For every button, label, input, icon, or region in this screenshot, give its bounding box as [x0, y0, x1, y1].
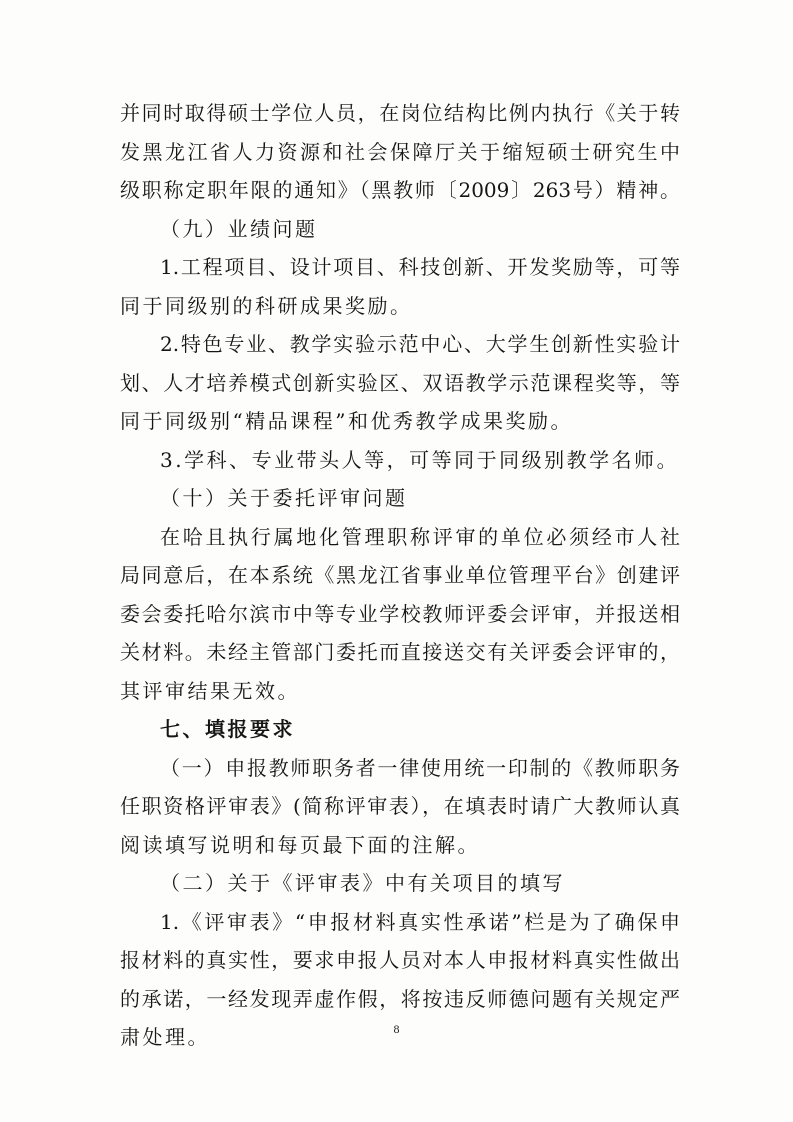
text-line: 在哈且执行属地化管理职称评审的单位必须经市人社: [160, 524, 680, 549]
text-line: 2.特色专业、教学实验示范中心、大学生创新性实验计: [160, 332, 680, 356]
text-line: 肃处理。: [120, 1025, 210, 1049]
text-line: 同于同级别的科研成果奖励。: [120, 293, 413, 318]
text-line: 1.工程项目、设计项目、科技创新、开发奖励等，可等: [160, 255, 680, 279]
text-line: 同于同级别“精品课程”和优秀教学成果奖励。: [120, 409, 573, 433]
text-line: 发黑龙江省人力资源和社会保障厅关于缩短硕士研究生中: [120, 139, 680, 164]
text-line: 1.《评审表》“申报材料真实性承诺”栏是为了确保申: [160, 909, 680, 934]
text-line: 3.学科、专业带头人等，可等同于同级别教学名师。: [160, 447, 680, 472]
section-heading-ten: （十）关于委托评审问题: [160, 486, 408, 510]
text-line: 任职资格评审表》(简称评审表），在填表时请广大教师认真: [120, 794, 680, 818]
section-heading-nine: （九）业绩问题: [160, 216, 318, 241]
text-line: 委会委托哈尔滨市中等专业学校教师评委会评审，并报送相: [120, 601, 680, 626]
text-line: （一）申报教师职务者一律使用统一印制的《教师职务: [160, 755, 680, 780]
section-heading-seven: 七、填报要求: [160, 717, 295, 741]
text-line: 关材料。未经主管部门委托而直接送交有关评委会评审的，: [120, 640, 680, 664]
body-text: [120, 94, 680, 1057]
text-line: 并同时取得硕士学位人员，在岗位结构比例内执行《关于转: [120, 101, 680, 125]
subsection-heading: （二）关于《评审表》中有关项目的填写: [160, 871, 565, 895]
text-line: 阅读填写说明和每页最下面的注解。: [120, 832, 480, 857]
text-line: 其评审结果无效。: [120, 678, 300, 703]
text-line: 级职称定职年限的通知》（黑教师〔2009〕263号）精神。: [120, 178, 680, 202]
text-line: 报材料的真实性，要求申报人员对本人申报材料真实性做出: [120, 948, 680, 972]
text-line: 局同意后，在本系统《黑龙江省事业单位管理平台》创建评: [120, 563, 680, 587]
text-line: 划、人才培养模式创新实验区、双语教学示范课程奖等，等: [120, 370, 680, 395]
page-number: 8: [393, 1022, 400, 1036]
text-line: 的承诺，一经发现弄虚作假，将按违反师德问题有关规定严: [120, 986, 680, 1011]
